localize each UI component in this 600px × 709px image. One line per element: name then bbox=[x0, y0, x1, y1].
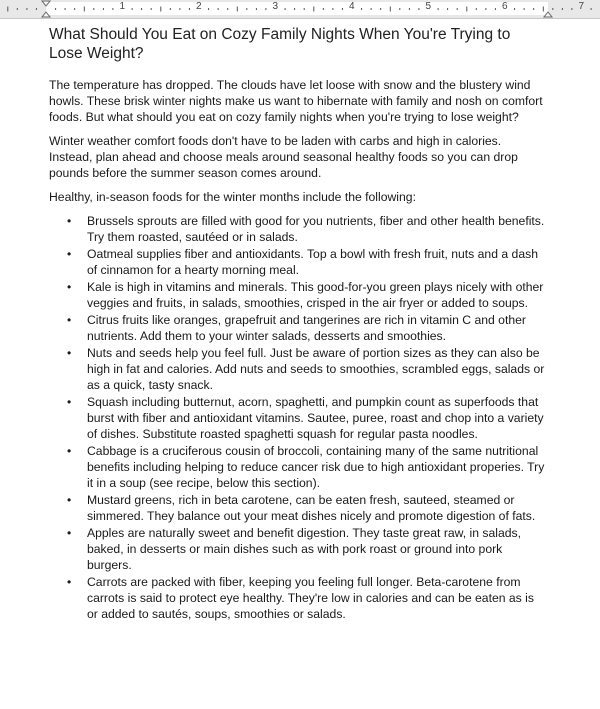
intro-paragraph-2: Winter weather comfort foods don't have to be laden with carbs and high in calories. Instead, plan ahead and choose meals around seasonal healthy foods so you can drop pounds before the summer season comes around. bbox=[49, 134, 518, 180]
ruler-number: 1 bbox=[119, 1, 126, 12]
intro-paragraph-1: The temperature has dropped. The clouds have let loose with snow and the blustery wind howls. These brisk winter nights make us want to hibernate with family and nosh on comfort foods. But what should you eat on cozy family nights when you're trying to lose weight? bbox=[49, 78, 543, 124]
list-item-text: Brussels sprouts are filled with good for you nutrients, fiber and other health benefits. Try them roasted, sautéed or in salads. bbox=[87, 214, 545, 244]
bullet-icon: • bbox=[67, 526, 72, 540]
list-item-text: Squash including butternut, acorn, spaghetti, and pumpkin count as superfoods that burst with fiber and antioxidant vitamins. Sautee, puree, roast and chop into a variety of dishes. Substitute roasted spaghetti squash for regular pasta noodles. bbox=[87, 395, 544, 441]
list-item bbox=[67, 279, 547, 311]
list-item bbox=[67, 492, 547, 524]
bullet-icon: • bbox=[67, 346, 72, 360]
ruler-number: 3 bbox=[272, 1, 279, 12]
list-item-text: Kale is high in vitamins and minerals. This good-for-you green plays nicely with other veggies and fruits, in salads, smoothies, crisped in the air fryer or added to soups. bbox=[87, 280, 544, 310]
list-item bbox=[67, 345, 547, 393]
ruler-ticks bbox=[0, 0, 600, 18]
ruler-number: 2 bbox=[196, 1, 202, 12]
bullet-icon: • bbox=[67, 395, 72, 409]
winter-foods-list bbox=[49, 213, 547, 622]
list-item-text: Carrots are packed with fiber, keeping you feeling full longer. Beta-carotene from carrots is said to protect eye healthy. They're low in calories and can be eaten as is or added to sautés, soups, smoothies or salads. bbox=[87, 575, 534, 621]
ruler-number: 4 bbox=[349, 1, 355, 12]
bullet-icon: • bbox=[67, 313, 72, 327]
first-line-indent-marker bbox=[42, 1, 50, 6]
ruler-number: 6 bbox=[502, 1, 508, 12]
article-title: What Should You Eat on Cozy Family Nights When You're Trying to Lose Weight? bbox=[49, 26, 511, 62]
left-indent-marker bbox=[42, 12, 50, 17]
bullet-icon: • bbox=[67, 247, 72, 261]
list-item-text: Nuts and seeds help you feel full. Just be aware of portion sizes as they can also be high in fat and calories. Add nuts and seeds to smoothies, scrambled eggs, salads or as a quick, tasty snack. bbox=[87, 346, 545, 392]
list-item bbox=[67, 246, 547, 278]
list-item bbox=[67, 394, 547, 442]
document-page[interactable] bbox=[49, 25, 547, 623]
list-item-text: Mustard greens, rich in beta carotene, can be eaten fresh, sauteed, steamed or simmered. They balance out your meat dishes nicely and promote digestion of fats. bbox=[87, 493, 536, 523]
horizontal-ruler[interactable] bbox=[0, 0, 600, 19]
list-item-text: Apples are naturally sweet and benefit digestion. They taste great raw, in salads, baked, in desserts or main dishes such as with pork roast or ground into pork burgers. bbox=[87, 526, 522, 572]
list-item-text: Citrus fruits like oranges, grapefruit and tangerines are rich in vitamin C and other nutrients. Add them to your winter salads, desserts and smoothies. bbox=[87, 313, 526, 343]
ruler-number: 5 bbox=[425, 1, 432, 12]
left-indent-marker bbox=[544, 12, 552, 17]
ruler-number: 7 bbox=[578, 1, 585, 12]
list-item bbox=[67, 213, 547, 245]
bullet-icon: • bbox=[67, 280, 72, 294]
list-item bbox=[67, 574, 547, 622]
bullet-icon: • bbox=[67, 575, 72, 589]
list-item-text: Cabbage is a cruciferous cousin of broccoli, containing many of the same nutritional benefits including helping to reduce cancer risk due to high antioxidant properies. Try it in a soup (see recipe, below this section). bbox=[87, 444, 545, 490]
list-item bbox=[67, 443, 547, 491]
list-item bbox=[67, 312, 547, 344]
intro-paragraph-3: Healthy, in-season foods for the winter months include the following: bbox=[49, 190, 416, 204]
bullet-icon: • bbox=[67, 444, 72, 458]
bullet-icon: • bbox=[67, 214, 72, 228]
list-item-text: Oatmeal supplies fiber and antioxidants. Top a bowl with fresh fruit, nuts and a dash of cinnamon for a hearty morning meal. bbox=[87, 247, 538, 277]
bullet-icon: • bbox=[67, 493, 72, 507]
list-item bbox=[67, 525, 547, 573]
